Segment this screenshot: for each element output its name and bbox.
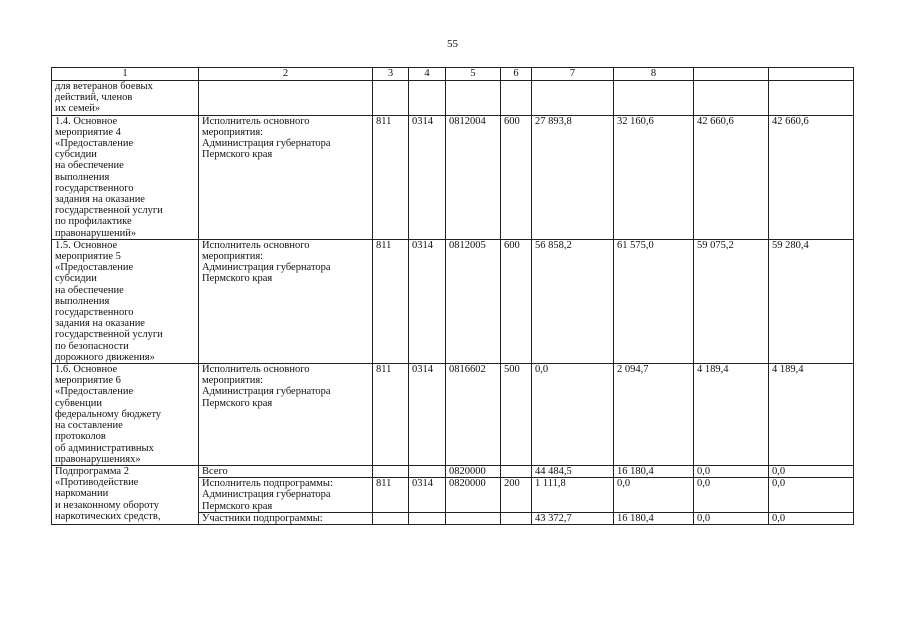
expense-type-cell: 600 (501, 115, 532, 239)
year-2-amount-cell: 0,0 (614, 478, 694, 513)
target-code-cell: 0820000 (446, 478, 501, 513)
table-row (52, 115, 854, 239)
executor-cell (199, 512, 373, 524)
text-line: мероприятие 4 (55, 126, 121, 138)
text-line: задания на оказание (55, 194, 145, 206)
text-line: мероприятия: (202, 375, 264, 387)
section-code-cell: 0314 (409, 364, 446, 466)
budget-code-cell (373, 81, 409, 116)
text-line: Администрация губернатора (202, 489, 331, 501)
text-line: Администрация губернатора (202, 138, 331, 150)
text-line: государственной услуги (55, 205, 163, 217)
header-cell: 7 (532, 68, 614, 81)
text-line: Администрация губернатора (202, 386, 331, 398)
header-cell: 2 (199, 68, 373, 81)
year-2-amount-cell: 16 180,4 (614, 512, 694, 524)
year-1-amount-cell: 27 893,8 (532, 115, 614, 239)
table-row (52, 364, 854, 466)
year-1-amount-cell: 43 372,7 (532, 512, 614, 524)
text-line: «Противодействие (55, 477, 139, 489)
target-code-cell (446, 81, 501, 116)
table-row (52, 81, 854, 116)
year-2-amount-cell: 2 094,7 (614, 364, 694, 466)
text-line: об административных (55, 442, 154, 454)
text-line: Исполнитель основного (202, 364, 310, 376)
text-line: 1.5. Основное (55, 239, 118, 251)
text-line: действий, членов (55, 92, 133, 104)
year-4-amount-cell: 0,0 (769, 478, 854, 513)
budget-code-cell: 811 (373, 239, 409, 363)
target-code-cell: 0812004 (446, 115, 501, 239)
header-cell (694, 68, 769, 81)
header-cell: 3 (373, 68, 409, 81)
year-3-amount-cell: 59 075,2 (694, 239, 769, 363)
header-cell: 6 (501, 68, 532, 81)
activity-name-cell (52, 81, 199, 116)
year-1-amount-cell: 56 858,2 (532, 239, 614, 363)
year-1-amount-cell: 0,0 (532, 364, 614, 466)
year-2-amount-cell (614, 81, 694, 116)
budget-code-cell: 811 (373, 478, 409, 513)
text-line: на обеспечение (55, 284, 124, 296)
text-line: Пермского края (202, 397, 273, 409)
text-line: Исполнитель подпрограммы: (202, 478, 333, 490)
year-3-amount-cell (694, 81, 769, 116)
target-code-cell: 0816602 (446, 364, 501, 466)
text-line: и незаконному обороту (55, 499, 159, 511)
year-3-amount-cell: 0,0 (694, 465, 769, 477)
text-line: Исполнитель основного (202, 115, 310, 127)
executor-cell (199, 465, 373, 477)
section-code-cell: 0314 (409, 115, 446, 239)
page-number: 55 (447, 38, 458, 50)
text-line: субсидии (55, 149, 97, 161)
target-code-cell (446, 512, 501, 524)
text-line: протоколов (55, 431, 106, 443)
text-line: мероприятия: (202, 126, 264, 138)
year-1-amount-cell: 44 484,5 (532, 465, 614, 477)
table-row (52, 239, 854, 363)
activity-name-cell (52, 364, 199, 466)
year-3-amount-cell: 0,0 (694, 512, 769, 524)
expense-type-cell (501, 512, 532, 524)
text-line: Подпрограмма 2 (55, 465, 129, 477)
executor-cell (199, 478, 373, 513)
budget-code-cell: 811 (373, 115, 409, 239)
executor-cell (199, 115, 373, 239)
text-line: их семей» (55, 103, 101, 115)
section-code-cell: 0314 (409, 478, 446, 513)
text-line: Пермского края (202, 149, 273, 161)
budget-code-cell (373, 512, 409, 524)
header-cell: 8 (614, 68, 694, 81)
executor-cell (199, 239, 373, 363)
text-line: Администрация губернатора (202, 262, 331, 274)
year-3-amount-cell: 4 189,4 (694, 364, 769, 466)
header-cell: 1 (52, 68, 199, 81)
subprogram-row (52, 465, 854, 477)
section-code-cell (409, 81, 446, 116)
year-3-amount-cell: 0,0 (694, 478, 769, 513)
text-line: мероприятие 6 (55, 375, 121, 387)
activity-name-cell (52, 115, 199, 239)
text-line: субсидии (55, 273, 97, 285)
year-4-amount-cell: 59 280,4 (769, 239, 854, 363)
header-cell: 4 (409, 68, 446, 81)
text-line: Участники подпрограммы: (202, 512, 323, 524)
budget-code-cell (373, 465, 409, 477)
expense-type-cell (501, 465, 532, 477)
text-line: федеральному бюджету (55, 408, 162, 420)
year-4-amount-cell (769, 81, 854, 116)
section-code-cell: 0314 (409, 239, 446, 363)
text-line: Пермского края (202, 500, 273, 512)
text-line: правонарушениях» (55, 453, 141, 465)
text-line: 1.6. Основное (55, 364, 118, 376)
text-line: наркотических средств, (55, 510, 161, 522)
text-line: на составление (55, 420, 123, 432)
text-line: государственного (55, 307, 134, 319)
text-line: мероприятие 5 (55, 251, 121, 263)
target-code-cell: 0820000 (446, 465, 501, 477)
text-line: задания на оказание (55, 318, 145, 330)
text-line: Всего (202, 465, 228, 477)
subprogram-name-cell (52, 465, 199, 524)
text-line: для ветеранов боевых (55, 81, 153, 92)
text-line: по безопасности (55, 340, 129, 352)
column-number-header-row (52, 68, 854, 81)
executor-cell (199, 81, 373, 116)
header-cell (769, 68, 854, 81)
text-line: Исполнитель основного (202, 239, 310, 251)
expense-type-cell: 600 (501, 239, 532, 363)
year-4-amount-cell: 4 189,4 (769, 364, 854, 466)
year-4-amount-cell: 0,0 (769, 512, 854, 524)
year-2-amount-cell: 16 180,4 (614, 465, 694, 477)
text-line: Пермского края (202, 273, 273, 285)
year-4-amount-cell: 42 660,6 (769, 115, 854, 239)
text-line: по профилактике (55, 216, 132, 228)
section-code-cell (409, 512, 446, 524)
text-line: «Предоставление (55, 138, 134, 150)
text-line: наркомании (55, 488, 109, 500)
header-cell: 5 (446, 68, 501, 81)
text-line: «Предоставление (55, 262, 134, 274)
year-3-amount-cell: 42 660,6 (694, 115, 769, 239)
target-code-cell: 0812005 (446, 239, 501, 363)
budget-table (51, 67, 854, 525)
text-line: государственной услуги (55, 329, 163, 341)
year-4-amount-cell: 0,0 (769, 465, 854, 477)
year-2-amount-cell: 32 160,6 (614, 115, 694, 239)
text-line: мероприятия: (202, 251, 264, 263)
text-line: дорожного движения» (55, 351, 155, 363)
text-line: «Предоставление (55, 386, 134, 398)
expense-type-cell: 500 (501, 364, 532, 466)
year-2-amount-cell: 61 575,0 (614, 239, 694, 363)
text-line: на обеспечение (55, 160, 124, 172)
text-line: выполнения (55, 295, 110, 307)
text-line: правонарушений» (55, 227, 137, 239)
year-1-amount-cell (532, 81, 614, 116)
text-line: субвенции (55, 397, 103, 409)
expense-type-cell: 200 (501, 478, 532, 513)
activity-name-cell (52, 239, 199, 363)
year-1-amount-cell: 1 111,8 (532, 478, 614, 513)
text-line: 1.4. Основное (55, 115, 118, 127)
text-line: государственного (55, 182, 134, 194)
text-line: выполнения (55, 171, 110, 183)
expense-type-cell (501, 81, 532, 116)
executor-cell (199, 364, 373, 466)
section-code-cell (409, 465, 446, 477)
budget-code-cell: 811 (373, 364, 409, 466)
